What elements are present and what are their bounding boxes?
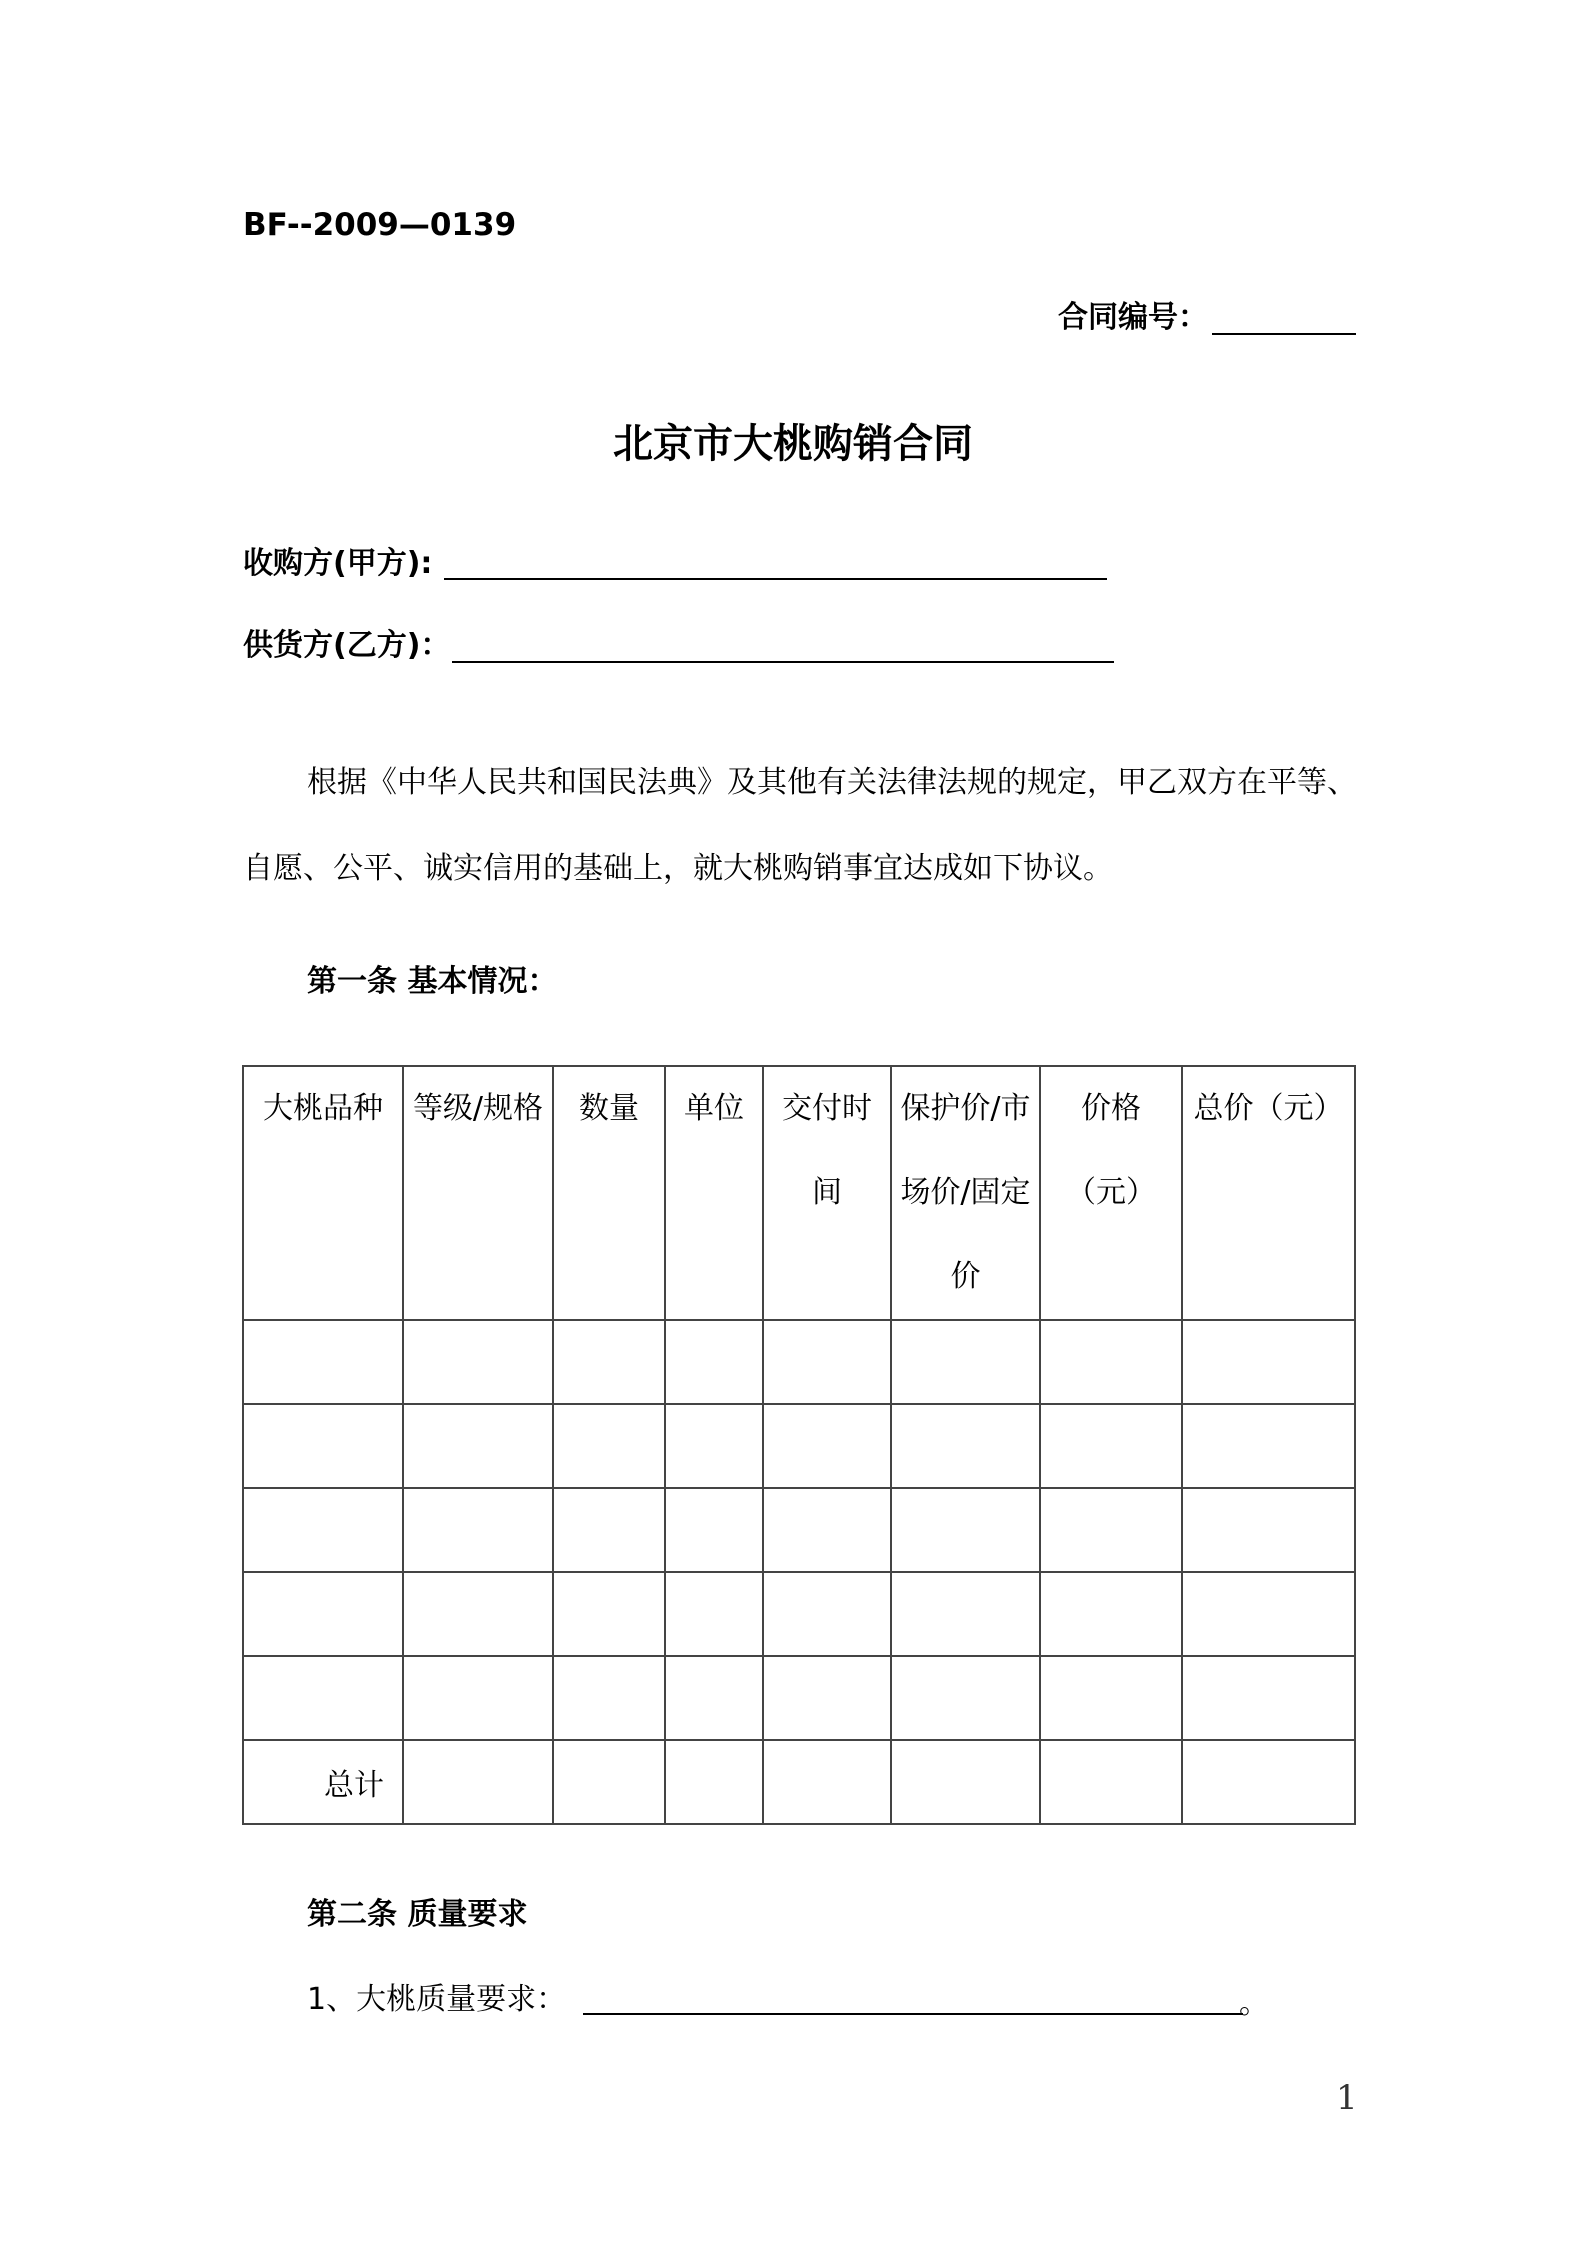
- table-cell[interactable]: [403, 1488, 553, 1572]
- table-header-row: [243, 1066, 1355, 1320]
- table-row: [243, 1404, 1355, 1488]
- table-cell[interactable]: [1040, 1572, 1182, 1656]
- table-cell[interactable]: [763, 1572, 891, 1656]
- column-header: 大桃品种: [243, 1066, 403, 1320]
- column-header: 数量: [553, 1066, 665, 1320]
- table-cell[interactable]: [243, 1488, 403, 1572]
- goods-table: [242, 1065, 1356, 1825]
- table-cell[interactable]: [1182, 1572, 1355, 1656]
- column-header: 价格（元）: [1040, 1066, 1182, 1320]
- table-cell[interactable]: [1182, 1488, 1355, 1572]
- table-cell[interactable]: [763, 1656, 891, 1740]
- column-header: 等级/规格: [403, 1066, 553, 1320]
- table-cell[interactable]: [891, 1320, 1040, 1404]
- document-title: 北京市大桃购销合同: [613, 421, 973, 467]
- table-cell[interactable]: [665, 1320, 763, 1404]
- table-cell[interactable]: [1040, 1488, 1182, 1572]
- table-row: [243, 1572, 1355, 1656]
- quality-requirement-label: 1、大桃质量要求：: [307, 1982, 567, 2017]
- table-cell[interactable]: [763, 1404, 891, 1488]
- table-cell[interactable]: [891, 1488, 1040, 1572]
- table-row: [243, 1488, 1355, 1572]
- table-cell[interactable]: [1040, 1320, 1182, 1404]
- table-cell[interactable]: [1182, 1404, 1355, 1488]
- total-cell[interactable]: [553, 1740, 665, 1824]
- total-cell[interactable]: [665, 1740, 763, 1824]
- quality-requirement-period: 。: [1239, 1986, 1269, 2021]
- table-cell[interactable]: [403, 1320, 553, 1404]
- table-cell[interactable]: [243, 1656, 403, 1740]
- table-cell[interactable]: [763, 1320, 891, 1404]
- table-cell[interactable]: [1040, 1656, 1182, 1740]
- buyer-blank[interactable]: [444, 578, 1107, 580]
- quality-requirement-blank[interactable]: [583, 2013, 1243, 2015]
- table-cell[interactable]: [403, 1656, 553, 1740]
- table-cell[interactable]: [665, 1488, 763, 1572]
- total-cell[interactable]: [891, 1740, 1040, 1824]
- table-cell[interactable]: [243, 1572, 403, 1656]
- table-cell[interactable]: [553, 1656, 665, 1740]
- goods-table-container: [242, 1065, 1356, 1825]
- total-label: 总计: [243, 1740, 403, 1824]
- table-row: [243, 1656, 1355, 1740]
- table-cell[interactable]: [243, 1320, 403, 1404]
- table-cell[interactable]: [553, 1488, 665, 1572]
- table-cell[interactable]: [891, 1656, 1040, 1740]
- page-number: 1: [1336, 2078, 1358, 2118]
- intro-paragraph: 根据《中华人民共和国民法典》及其他有关法律法规的规定，甲乙双方在平等、自愿、公平、诚实信用的基础上，就大桃购销事宜达成如下协议。: [243, 765, 1357, 886]
- table-body: [243, 1320, 1355, 1824]
- table-cell[interactable]: [1182, 1656, 1355, 1740]
- article-2-heading: 第二条 质量要求: [307, 1897, 528, 1932]
- table-row: [243, 1320, 1355, 1404]
- supplier-blank[interactable]: [452, 661, 1114, 663]
- total-row: [243, 1740, 1355, 1824]
- total-cell[interactable]: [403, 1740, 553, 1824]
- table-cell[interactable]: [665, 1572, 763, 1656]
- table-cell[interactable]: [553, 1572, 665, 1656]
- document-code: BF--2009—0139: [243, 207, 517, 243]
- table-cell[interactable]: [243, 1404, 403, 1488]
- table-cell[interactable]: [553, 1320, 665, 1404]
- supplier-label: 供货方(乙方)：: [243, 628, 451, 663]
- table-cell[interactable]: [665, 1656, 763, 1740]
- contract-number-blank[interactable]: [1212, 333, 1356, 335]
- table-cell[interactable]: [891, 1404, 1040, 1488]
- article-1-heading: 第一条 基本情况：: [307, 964, 558, 999]
- column-header: 单位: [665, 1066, 763, 1320]
- table-cell[interactable]: [665, 1404, 763, 1488]
- column-header: 交付时间: [763, 1066, 891, 1320]
- column-header: 保护价/市场价/固定价: [891, 1066, 1040, 1320]
- total-cell[interactable]: [1182, 1740, 1355, 1824]
- table-cell[interactable]: [891, 1572, 1040, 1656]
- total-cell[interactable]: [1040, 1740, 1182, 1824]
- column-header: 总价（元）: [1182, 1066, 1355, 1320]
- table-cell[interactable]: [763, 1488, 891, 1572]
- buyer-label: 收购方(甲方):: [243, 546, 433, 581]
- table-cell[interactable]: [1182, 1320, 1355, 1404]
- contract-number-label: 合同编号：: [1058, 300, 1208, 335]
- table-cell[interactable]: [1040, 1404, 1182, 1488]
- total-cell[interactable]: [763, 1740, 891, 1824]
- table-cell[interactable]: [403, 1404, 553, 1488]
- table-cell[interactable]: [403, 1572, 553, 1656]
- table-cell[interactable]: [553, 1404, 665, 1488]
